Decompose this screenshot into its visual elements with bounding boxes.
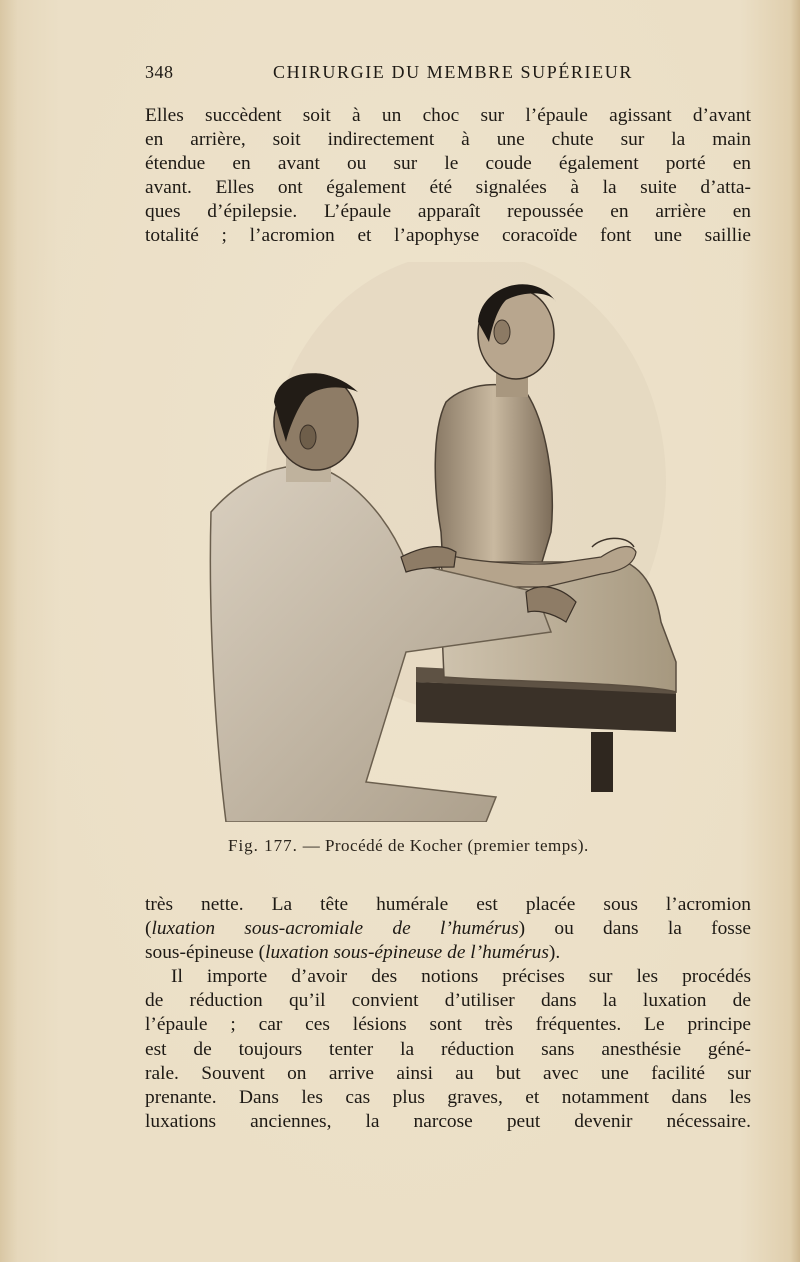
kocher-procedure-illustration <box>206 262 686 822</box>
text-line <box>145 917 751 941</box>
figure-label: Fig. 177. <box>228 836 298 855</box>
text-line: totalité ; l’acromion et l’apophyse coracoïde font une saillie <box>145 225 751 247</box>
paragraph-bottom <box>145 893 751 1134</box>
text-line: Elles succèdent soit à un choc sur l’épaule agissant d’avant <box>145 105 751 126</box>
text-fragment: ). <box>548 942 561 964</box>
text-fragment: ) ou dans la fosse <box>518 918 751 940</box>
text-line: ques d’épilepsie. L’épaule apparaît repoussée en arrière en <box>145 201 751 223</box>
text-line: l’épaule ; car ces lésions sont très fréquentes. Le principe <box>145 1014 751 1036</box>
text-line: étendue en avant ou sur le coude également porté en <box>145 153 751 175</box>
figure-caption-text: — Procédé de Kocher (premier temps). <box>302 836 589 855</box>
text-line <box>145 941 751 965</box>
text-fragment: sous-épineuse ( <box>145 942 266 964</box>
italic-term: luxation sous-acromiale de l’humérus <box>151 918 519 940</box>
text-line: est de toujours tenter la réduction sans anesthésie géné- <box>145 1038 751 1060</box>
text-fragment: ( <box>145 918 152 940</box>
page-header <box>145 62 750 88</box>
text-line: en arrière, soit indirectement à une chute sur la main <box>145 129 751 151</box>
text-line: de réduction qu’il convient d’utiliser dans la luxation de <box>145 990 751 1012</box>
text-line: luxations anciennes, la narcose peut devenir nécessaire. <box>145 1110 751 1132</box>
italic-term: luxation sous-épineuse de l’humérus <box>265 942 549 964</box>
running-title: CHIRURGIE DU MEMBRE SUPÉRIEUR <box>273 62 633 82</box>
text-line: avant. Elles ont également été signalées à la suite d’atta- <box>145 177 751 199</box>
page-number: 348 <box>145 62 174 82</box>
text-line: Il importe d’avoir des notions précises sur les procédés <box>171 966 751 988</box>
text-line: rale. Souvent on arrive ainsi au but avec une facilité sur <box>145 1062 751 1084</box>
text-line: prenante. Dans les cas plus graves, et notamment dans les <box>145 1086 751 1108</box>
figure-caption <box>228 836 668 856</box>
paragraph-top <box>145 104 751 249</box>
text-line: très nette. La tête humérale est placée sous l’acromion <box>145 894 751 915</box>
